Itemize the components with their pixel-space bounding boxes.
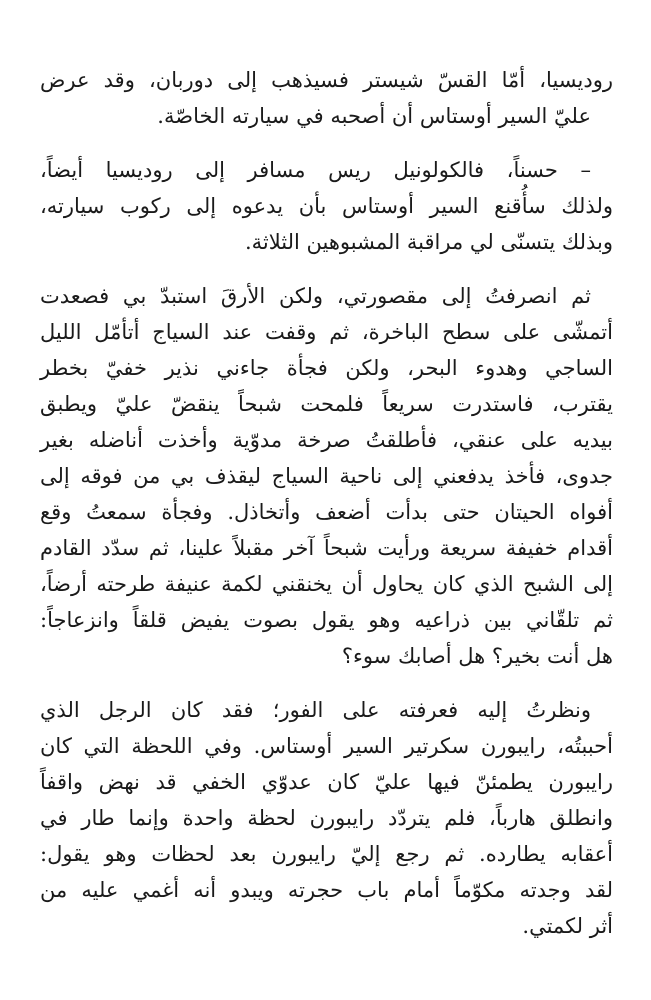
text-line: ثم انصرفتُ إلى مقصورتي، ولكن الأرقَ استبدّ بي فصعدت — [40, 284, 591, 308]
text-line: ثم تلقّاني بين ذراعيه وهو يقول بصوت يفيض قلقاً وانزعاجاً: — [40, 608, 613, 632]
paragraph-1 — [40, 62, 613, 134]
text-line: ولذلك سأُقنع السير أوستاس بأن يدعوه إلى ركوب سيارته، — [40, 194, 613, 218]
text-line: – حسناً، فالكولونيل ريس مسافر إلى روديسيا أيضاً، — [40, 158, 591, 182]
text-line: أقدام خفيفة سريعة ورأيت شبحاً آخر مقبلاً علينا، ثم سدّد القادم — [40, 536, 613, 560]
text-line: وبذلك يتسنّى لي مراقبة المشبوهين الثلاثة. — [244, 230, 613, 254]
text-line: بيديه على عنقي، فأطلقتُ صرخة مدوّية وأخذت أناضله بغير — [40, 428, 613, 452]
text-line: جدوى، فأخذ يدفعني إلى ناحية السياج ليقذف بي من فوقه إلى — [40, 464, 613, 488]
text-line: يقترب، فاستدرت سريعاً فلمحت شبحاً ينقضّ عليّ ويطبق — [40, 392, 613, 416]
text-line: أثر لكمتي. — [522, 914, 613, 938]
text-line: رايبورن يطمئنّ فيها عليّ كان عدوّي الخفي قد نهض واقفاً — [40, 770, 613, 794]
text-line: هل أنت بخير؟ هل أصابك سوء؟ — [341, 644, 613, 668]
text-line: ونظرتُ إليه فعرفته على الفور؛ فقد كان الرجل الذي — [40, 698, 591, 722]
text-line: لقد وجدته مكوّماً أمام باب حجرته ويبدو أنه أغمي عليه من — [40, 878, 613, 902]
book-page-text — [40, 62, 613, 962]
text-line: الساجي وهدوء البحر، ولكن فجأة جاءني نذير خفيّ بخطر — [40, 356, 613, 380]
paragraph-4 — [40, 692, 613, 944]
text-line: وانطلق هارباً، فلم يتردّد رايبورن لحظة واحدة وإنما طار في — [40, 806, 613, 830]
text-line: أحببتُه، رايبورن سكرتير السير أوستاس. وفي اللحظة التي كان — [40, 734, 613, 758]
text-line: روديسيا، أمّا القسّ شيستر فسيذهب إلى دوربان، وقد عرض — [40, 68, 613, 92]
paragraph-2 — [40, 152, 613, 260]
text-line: عليّ السير أوستاس أن أصحبه في سيارته الخاصّة. — [157, 104, 591, 128]
paragraph-3 — [40, 278, 613, 674]
text-line: أعقابه يطارده. ثم رجع إليّ رايبورن بعد لحظات وهو يقول: — [40, 842, 613, 866]
text-line: أفواه الحيتان حتى بدأت أضعف وأتخاذل. وفجأة سمعتُ وقع — [40, 500, 613, 524]
text-line: إلى الشبح الذي كان يحاول أن يخنقني لكمة عنيفة طرحته أرضاً، — [40, 572, 613, 596]
text-line: أتمشّى على سطح الباخرة، ثم وقفت عند السياج أتأمّل الليل — [40, 320, 613, 344]
